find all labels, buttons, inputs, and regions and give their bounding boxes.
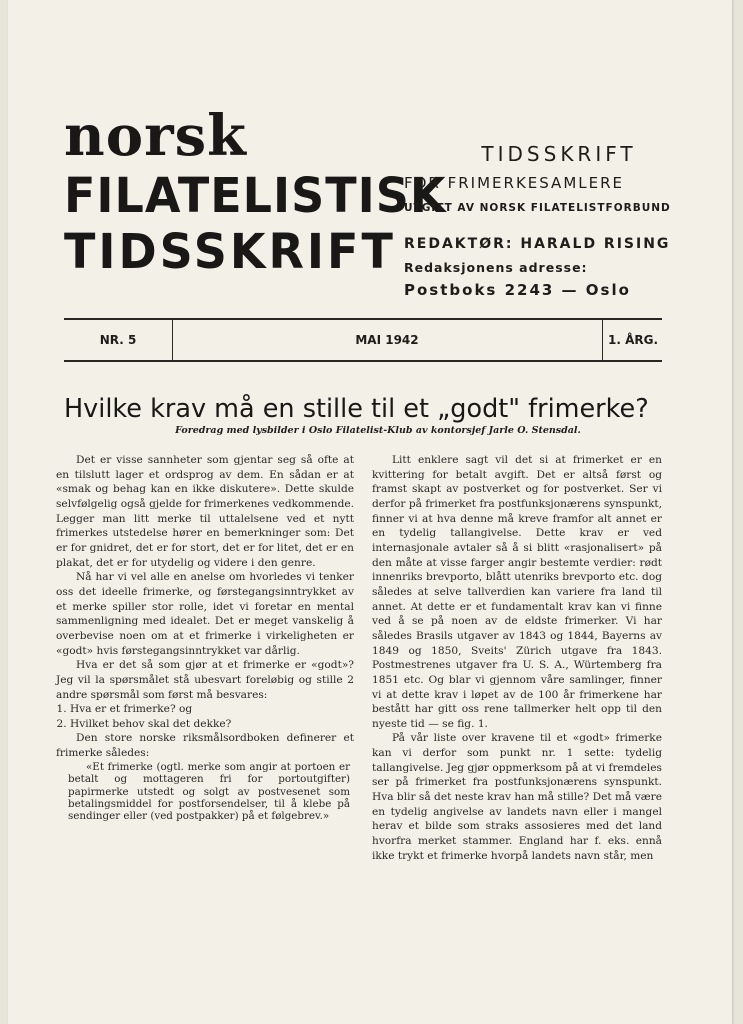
page — [8, 0, 732, 1024]
article-byline: Foredrag med lysbilder i Oslo Filatelist-Klub av kontorsjef Jarle O. Stensdal. — [175, 425, 581, 436]
list-item: 2. Hvilket behov skal det dekke? — [70, 717, 354, 732]
address: Postboks 2243 — Oslo — [404, 281, 631, 299]
masthead-line-3: TIDSSKRIFT — [64, 222, 396, 280]
editor: REDAKTØR: HARALD RISING — [404, 236, 671, 252]
dictionary-quote: «Et frimerke (ogtl. merke som angir at portoen er betalt og mottageren fri for portoutgifter) papirmerke utstedt og solgt av postvesenet som betalingsmiddel for postforsendelser, til å klebe på sendinger eller (ved postpakker) på et følgebrev.» — [68, 760, 350, 823]
publication-type: TIDSSKRIFT — [481, 142, 637, 166]
masthead-line-1: norsk — [64, 103, 247, 169]
paragraph: Litt enklere sagt vil det si at frimerket er en kvittering for betalt avgift. Det er altså først og framst skapt av postverket og for postverket. Ser vi derfor på frimerket fra postfunksjonærens synspunkt, finner vi at hva denne må kreve framfor alt annet er en tydelig tallangivelse. Dette krav er ved internasjonale avtaler så å si blitt «rasjonalisert» på den måte at visse farger angir bestemte verdier: rødt innenriks brevporto, blått utenriks brevporto etc. dog således at selve tallverdien kan variere fra land til annet. At dette er et fundamentalt krav kan vi finne ved å se på noen av de eldste frimerker. Vi har således Brasils utgaver av 1843 og 1844, Bayerns av 1849 og 1850, Sveits' Zürich utgave fra 1843. Postmestrenes utgaver fra U. S. A., Würtemberg fra 1851 etc. Og blar vi gjennom våre samlinger, finner vi at dette krav i løpet av de 100 år frimerkene har bestått har gitt oss rene tallmerker helt opp til den nyeste tid — se fig. 1. — [372, 454, 662, 730]
article-column-right — [372, 453, 662, 863]
paragraph: Den store norske riksmålsordboken definerer et frimerke således: — [56, 732, 354, 760]
question-list — [56, 702, 354, 731]
address-label: Redaksjonens adresse: — [404, 260, 588, 275]
paragraph: På vår liste over kravene til et «godt» frimerke kan vi derfor som punkt nr. 1 sette: tydelig tallangivelse. Jeg gjør oppmerksom på at vi fremdeles ser på frimerket fra postfunksjonærens synspunkt. Hva blir så det neste krav han må stille? Det må være en tydelig angivelse av landets navn eller i mangel herav et bilde som straks assosieres med det land hvorfra merket stammer. England har f. eks. ennå ikke trykt et frimerke hvorpå landets navn står, men — [372, 732, 662, 862]
article-column-left — [56, 453, 354, 823]
masthead-logo — [64, 103, 447, 280]
issue-volume: 1. ÅRG. — [602, 320, 663, 360]
paragraph: Det er visse sannheter som gjentar seg så ofte at en tilslutt lager et ordsprog av dem. En sådan er at «smak og behag kan en ikke diskutere». Dette skulde selvfølgelig også gjelde for frimerkenes vedkommende. Legger man litt merke til uttalelsene ved et nytt frimerkes utstedelse hører en bemerkninger som: Det er for gnidret, det er for stort, det er for litet, det er en plakat, det er for utydelig og videre i den genre. — [56, 454, 354, 569]
paragraph: Hva er det så som gjør at et frimerke er «godt»? Jeg vil la spørsmålet stå ubesvart foreløbig og stille 2 andre spørsmål som først må besvares: — [56, 659, 354, 701]
publisher: UTGITT AV NORSK FILATELISTFORBUND — [404, 202, 671, 214]
issue-number: NR. 5 — [64, 320, 173, 360]
publication-info — [404, 142, 674, 299]
list-item: 1. Hva er et frimerke? og — [70, 702, 354, 717]
issue-date: MAI 1942 — [355, 333, 419, 347]
publication-subtitle: FOR FRIMERKESAMLERE — [404, 174, 624, 192]
issue-bar — [64, 318, 662, 362]
masthead-line-2: FILATELISTISK — [64, 166, 447, 224]
paragraph: Nå har vi vel alle en anelse om hvorledes vi tenker oss det ideelle frimerke, og førstegangsinntrykket av et merke spiller stor rolle, idet vi foretar en mental sammenligning med idealet. Det er meget vanskelig å overbevise noen om at et frimerke i virkeligheten er «godt» hvis førstegangsinntrykket var dårlig. — [56, 571, 354, 657]
article-title: Hvilke krav må en stille til et „godt" frimerke? — [64, 394, 649, 424]
